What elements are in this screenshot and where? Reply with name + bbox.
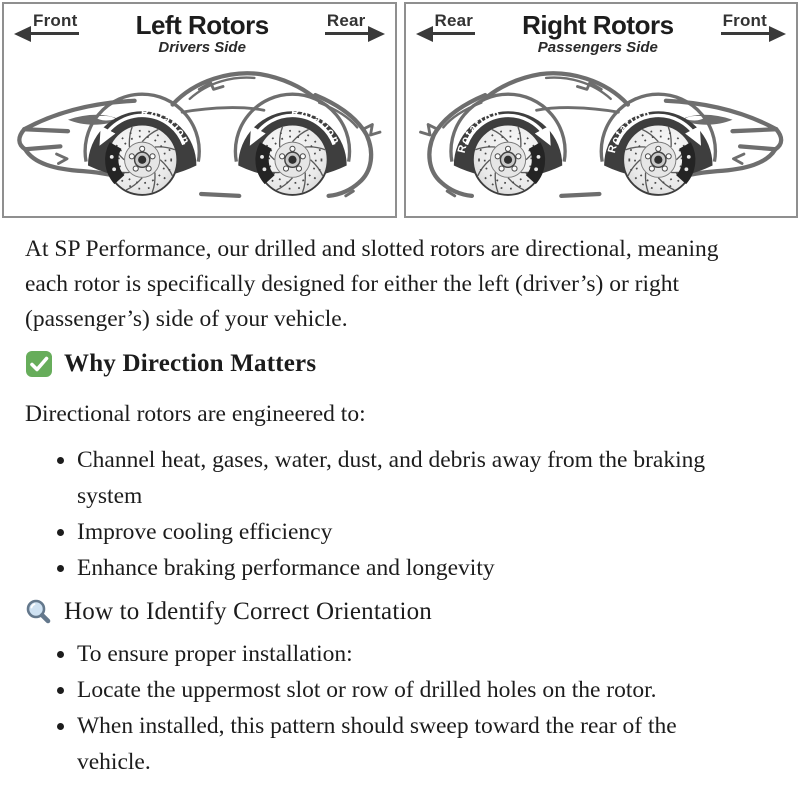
panel-title: Left Rotors [135, 10, 269, 40]
left-panel-header [4, 4, 395, 56]
right-rotors-panel [404, 2, 799, 218]
rotation-text-front: Rotation [140, 106, 193, 147]
why-direction-matters-heading [25, 350, 775, 378]
right-arrow-icon [368, 26, 385, 42]
section-title: Why Direction Matters [64, 350, 317, 377]
panel-title-block [522, 12, 673, 56]
rear-direction-label [325, 11, 385, 35]
left-arrow-icon [416, 26, 433, 42]
identify-orientation-heading [25, 598, 775, 626]
check-mark-icon [25, 350, 53, 378]
rotor-direction-diagram [0, 0, 800, 218]
direction-text: Front [721, 11, 769, 35]
list-item: • Enhance braking performance and longevity [77, 550, 709, 586]
orientation-steps-list [25, 636, 775, 780]
list-item: • Improve cooling efficiency [77, 514, 709, 550]
rotation-text-rear: Rotation [455, 107, 502, 155]
list-item: • When installed, this pattern should sweep toward the rear of the vehicle. [77, 708, 709, 780]
list-item: • Channel heat, gases, water, dust, and debris away from the braking system [77, 442, 709, 514]
front-direction-label [721, 11, 786, 35]
intro-paragraph: At SP Performance, our drilled and slotted rotors are directional, meaning each rotor is specifically designed for either the left (driver’s) or right (passenger’s) side of your vehicle. [25, 236, 719, 332]
left-arrow-icon [14, 26, 31, 42]
left-car-illustration [4, 57, 395, 213]
list-item: • To ensure proper installation: [77, 636, 709, 672]
panel-subtitle: Passengers Side [537, 39, 658, 57]
rotation-text-rear: Rotation [290, 106, 343, 147]
lead-paragraph: Directional rotors are engineered to: [25, 401, 366, 427]
benefits-list [25, 442, 775, 586]
panel-subtitle: Drivers Side [158, 39, 246, 57]
section-title: How to Identify Correct Orientation [64, 598, 433, 625]
direction-text: Rear [433, 11, 476, 35]
rear-direction-label [416, 11, 476, 35]
list-item: • Locate the uppermost slot or row of drilled holes on the rotor. [77, 672, 709, 708]
right-panel-header [406, 4, 797, 56]
right-arrow-icon [769, 26, 786, 42]
panel-title: Right Rotors [522, 10, 674, 40]
magnifying-glass-icon [25, 598, 53, 626]
front-direction-label [14, 11, 79, 35]
direction-text: Front [31, 11, 79, 35]
left-rotors-panel [2, 2, 397, 218]
article-content [0, 232, 800, 780]
panel-title-block [136, 12, 269, 56]
direction-text: Rear [325, 11, 368, 35]
rotation-text-front: Rotation [605, 107, 652, 155]
right-car-illustration [406, 57, 797, 213]
